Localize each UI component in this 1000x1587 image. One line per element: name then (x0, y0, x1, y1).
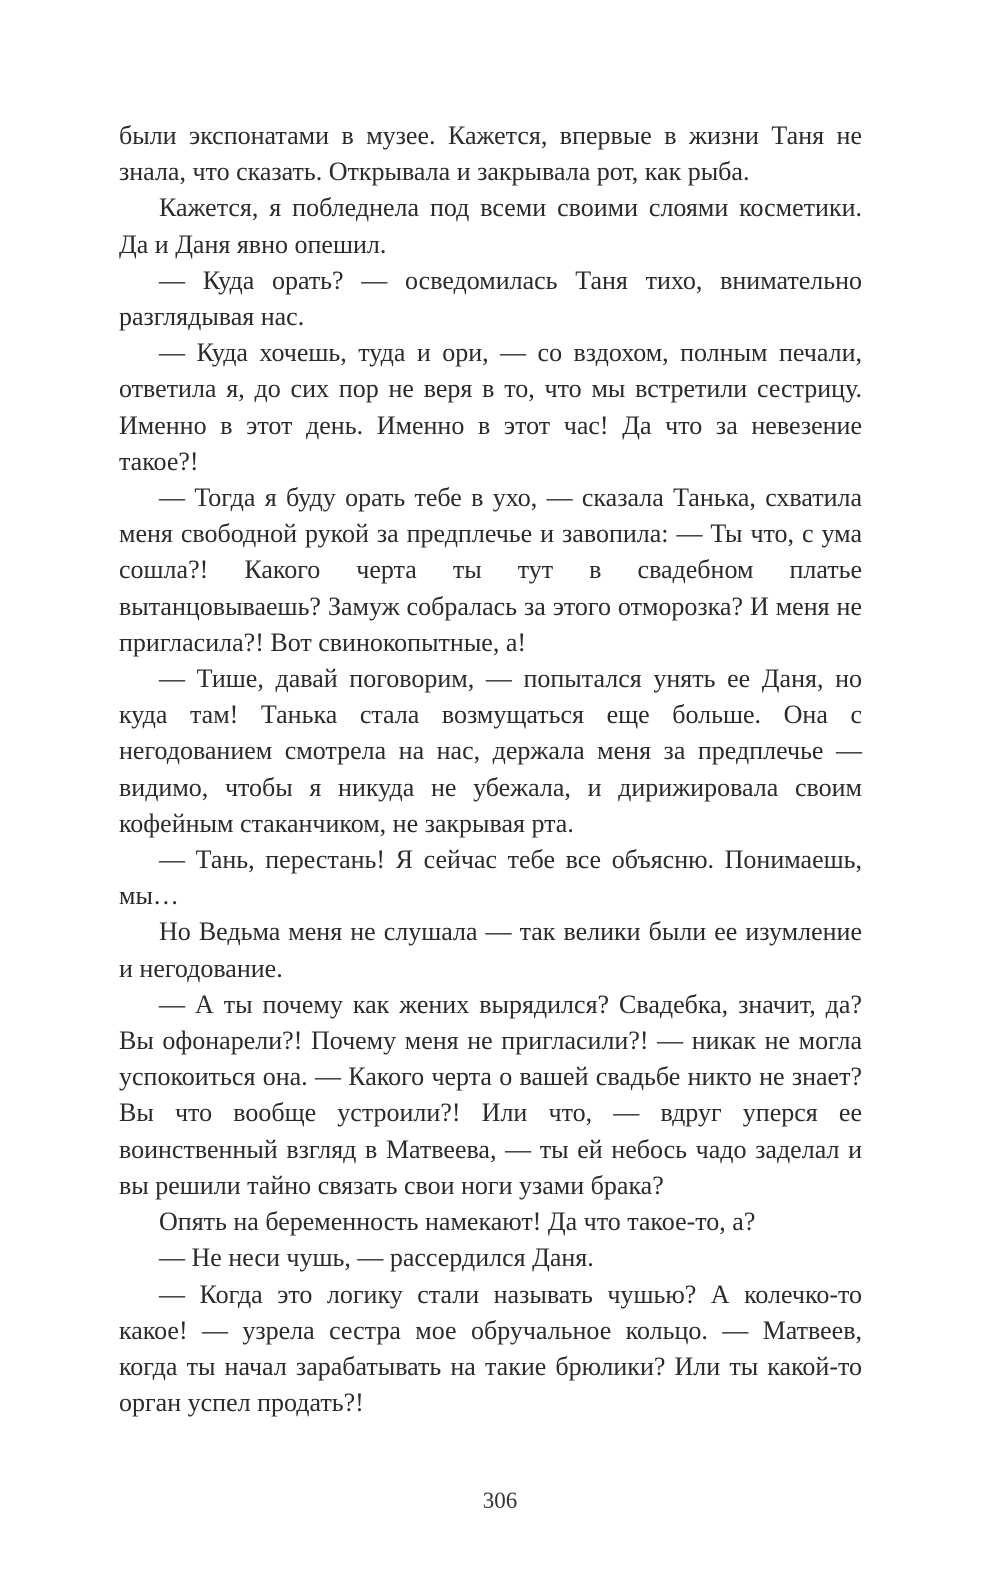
paragraph-7: — Тань, перестань! Я сейчас тебе все объясню. Понимаешь, мы… (119, 845, 862, 911)
paragraph-5: — Тогда я буду орать тебе в ухо, — сказала Танька, схватила меня свободной рукой за предплечье и завопила: — Ты что, с ума сошла?! Какого черта ты тут в свадебном платье вытанцовываешь? Замуж собралась за этого отморозка? И меня не пригласила?! Вот свинокопытные, а! (119, 483, 862, 657)
paragraph-11: — Не неси чушь, — рассердился Даня. (159, 1243, 594, 1273)
body-text (119, 118, 862, 1421)
paragraph-6: — Тише, давай поговорим, — попытался унять ее Даня, но куда там! Танька стала возмущаться еще больше. Она с негодованием смотрела на нас, держала меня за предплечье — видимо, чтобы я никуда не убежала, и дирижировала своим кофейным стаканчиком, не закрывая рта. (119, 664, 862, 838)
paragraph-3: — Куда орать? — осведомилась Таня тихо, внимательно разглядывая нас. (119, 265, 862, 332)
page-number: 306 (482, 1488, 518, 1513)
paragraph-1: были экспонатами в музее. Кажется, впервые в жизни Таня не знала, что сказать. Открывала и закрывала рот, как рыба. (119, 121, 862, 187)
paragraph-9: — А ты почему как жених вырядился? Свадебка, значит, да? Вы офонарели?! Почему меня не пригласили?! — никак не могла успокоиться она. — Какого черта о вашей свадьбе никто не знает? Вы что вообще устроили?! Или что, — вдруг уперся ее воинственный взгляд в Матвеева, — ты ей небось чадо заделал и вы решили тайно связать свои ноги узами брака? (119, 989, 862, 1200)
paragraph-8: Но Ведьма меня не слушала — так велики были ее изумление и негодование. (119, 917, 862, 983)
paragraph-2: Кажется, я побледнела под всеми своими слоями косметики. Да и Даня явно опешил. (119, 193, 862, 259)
paragraph-4: — Куда хочешь, туда и ори, — со вздохом, полным печали, ответила я, до сих пор не веря в то, что мы встретили сестрицу. Именно в этот день. Именно в этот час! Да что за невезение такое?! (119, 338, 862, 476)
paragraph-12: — Когда это логику стали называть чушью? А колечко-то какое! — узрела сестра мое обручальное кольцо. — Матвеев, когда ты начал зарабатывать на такие брюлики? Или ты какой-то орган успел продать?! (119, 1279, 862, 1418)
paragraph-10: Опять на беременность намекают! Да что такое-то, а? (159, 1207, 756, 1237)
